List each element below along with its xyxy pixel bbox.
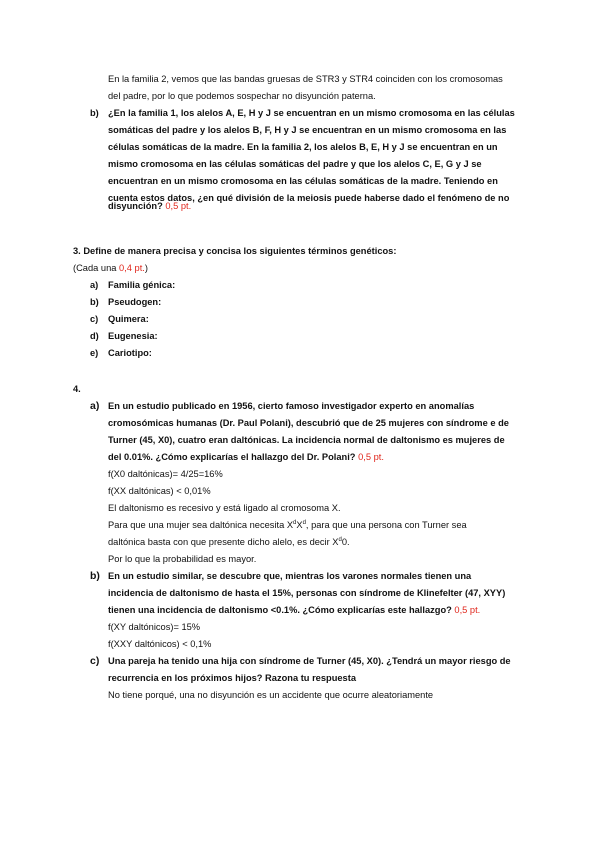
question-text: recurrencia en los próximos hijos? Razona tu respuesta — [108, 673, 356, 683]
question-text: Una pareja ha tenido una hija con síndrome de Turner (45, X0). ¿Tendrá un mayor riesgo de — [108, 656, 511, 666]
answer-text: En la familia 2, vemos que las bandas gruesas de STR3 y STR4 coinciden con los cromosomas — [108, 74, 503, 84]
superscript: d — [302, 519, 306, 526]
item-label: b) — [90, 570, 100, 582]
term-pseudogen: Pseudogen: — [108, 297, 162, 307]
question-text: mismo cromosoma en las células somáticas del padre y que los alelos C, E, G y J se — [108, 159, 482, 169]
term-cariotipo: Cariotipo: — [108, 348, 152, 358]
answer-text: 0. — [341, 537, 350, 547]
term-familia-genica: Familia génica: — [108, 280, 176, 290]
question-text: cromosómicas humanas (Dr. Paul Polani), descubrió que de 25 mujeres con síndrome e de — [108, 418, 509, 428]
question-text: Turner (45, X0), cuatro eran daltónicas. La incidencia normal de daltonismo es mujeres de — [108, 435, 505, 445]
answer-text: X — [296, 520, 303, 530]
answer-line — [108, 517, 467, 534]
question-text: En un estudio similar, se descubre que, mientras los varones normales tienen una — [108, 571, 472, 581]
item-label: b) — [90, 108, 99, 118]
answer-text: del padre, por lo que podemos sospechar no disyunción paterna. — [108, 91, 376, 101]
question-text: tienen una incidencia de daltonismo <0.1%. ¿Cómo explicarías este hallazgo? — [108, 605, 452, 615]
points-note-prefix: (Cada una — [73, 263, 117, 273]
item-label: e) — [90, 348, 99, 358]
points-label: 0,5 pt. — [358, 452, 384, 462]
item-label: a) — [90, 280, 99, 290]
question-line — [108, 198, 191, 215]
item-label: c) — [90, 655, 100, 667]
question-text: del 0.01%. ¿Cómo explicarías el hallazgo del Dr. Polani? — [108, 452, 356, 462]
question-text: ¿En la familia 1, los alelos A, E, H y J se encuentran en un mismo cromosoma en las células — [108, 108, 515, 118]
question-line — [108, 449, 384, 466]
answer-line — [108, 534, 350, 551]
item-label: b) — [90, 297, 99, 307]
term-eugenesia: Eugenesia: — [108, 331, 158, 341]
question-text: cuenta estos datos, ¿en qué división de la meiosis puede haberse dado el fenómeno de no — [108, 193, 510, 203]
item-label: c) — [90, 314, 99, 324]
question-number: 4. — [73, 384, 81, 394]
question-text: células somáticas de la madre. En la familia 2, los alelos B, E, H y J se encuentran en un — [108, 142, 498, 152]
term-quimera: Quimera: — [108, 314, 149, 324]
question-text: encuentran en un mismo cromosoma en las células somáticas de la madre. Teniendo en — [108, 176, 498, 186]
answer-text: f(XXY daltónicos) < 0,1% — [108, 639, 212, 649]
points-label: 0,5 pt. — [454, 605, 481, 615]
points-note-suffix: ) — [144, 263, 148, 273]
question-text: disyunción? — [108, 201, 163, 211]
question-title: 3. Define de manera precisa y concisa los siguientes términos genéticos: — [73, 246, 397, 256]
points-label: 0,5 pt. — [165, 201, 192, 211]
question-text: En un estudio publicado en 1956, cierto famoso investigador experto en anomalías — [108, 401, 475, 411]
points-note — [73, 260, 148, 277]
question-text: somáticas del padre y los alelos B, F, H y J se encuentran en un mismo cromosoma en las — [108, 125, 507, 135]
answer-text: Por lo que la probabilidad es mayor. — [108, 554, 257, 564]
answer-text: f(X0 daltónicas)= 4/25=16% — [108, 469, 223, 479]
superscript: d — [338, 536, 342, 543]
answer-text: f(XY daltónicos)= 15% — [108, 622, 201, 632]
points-label: 0,4 pt. — [119, 263, 145, 273]
superscript: d — [293, 519, 297, 526]
answer-text: Para que una mujer sea daltónica necesita X — [108, 520, 294, 530]
answer-text: daltónica basta con que presente dicho alelo, es decir X — [108, 537, 339, 547]
answer-text: No tiene porqué, una no disyunción es un accidente que ocurre aleatoriamente — [108, 690, 434, 700]
answer-text: El daltonismo es recesivo y está ligado al cromosoma X. — [108, 503, 341, 513]
answer-text: , para que una persona con Turner sea — [305, 520, 467, 530]
answer-text: f(XX daltónicas) < 0,01% — [108, 486, 211, 496]
question-text: incidencia de daltonismo de hasta el 15%, personas con síndrome de Klinefelter (47, XYY) — [108, 588, 506, 598]
item-label: a) — [90, 400, 100, 412]
question-line — [108, 602, 480, 619]
item-label: d) — [90, 331, 99, 341]
